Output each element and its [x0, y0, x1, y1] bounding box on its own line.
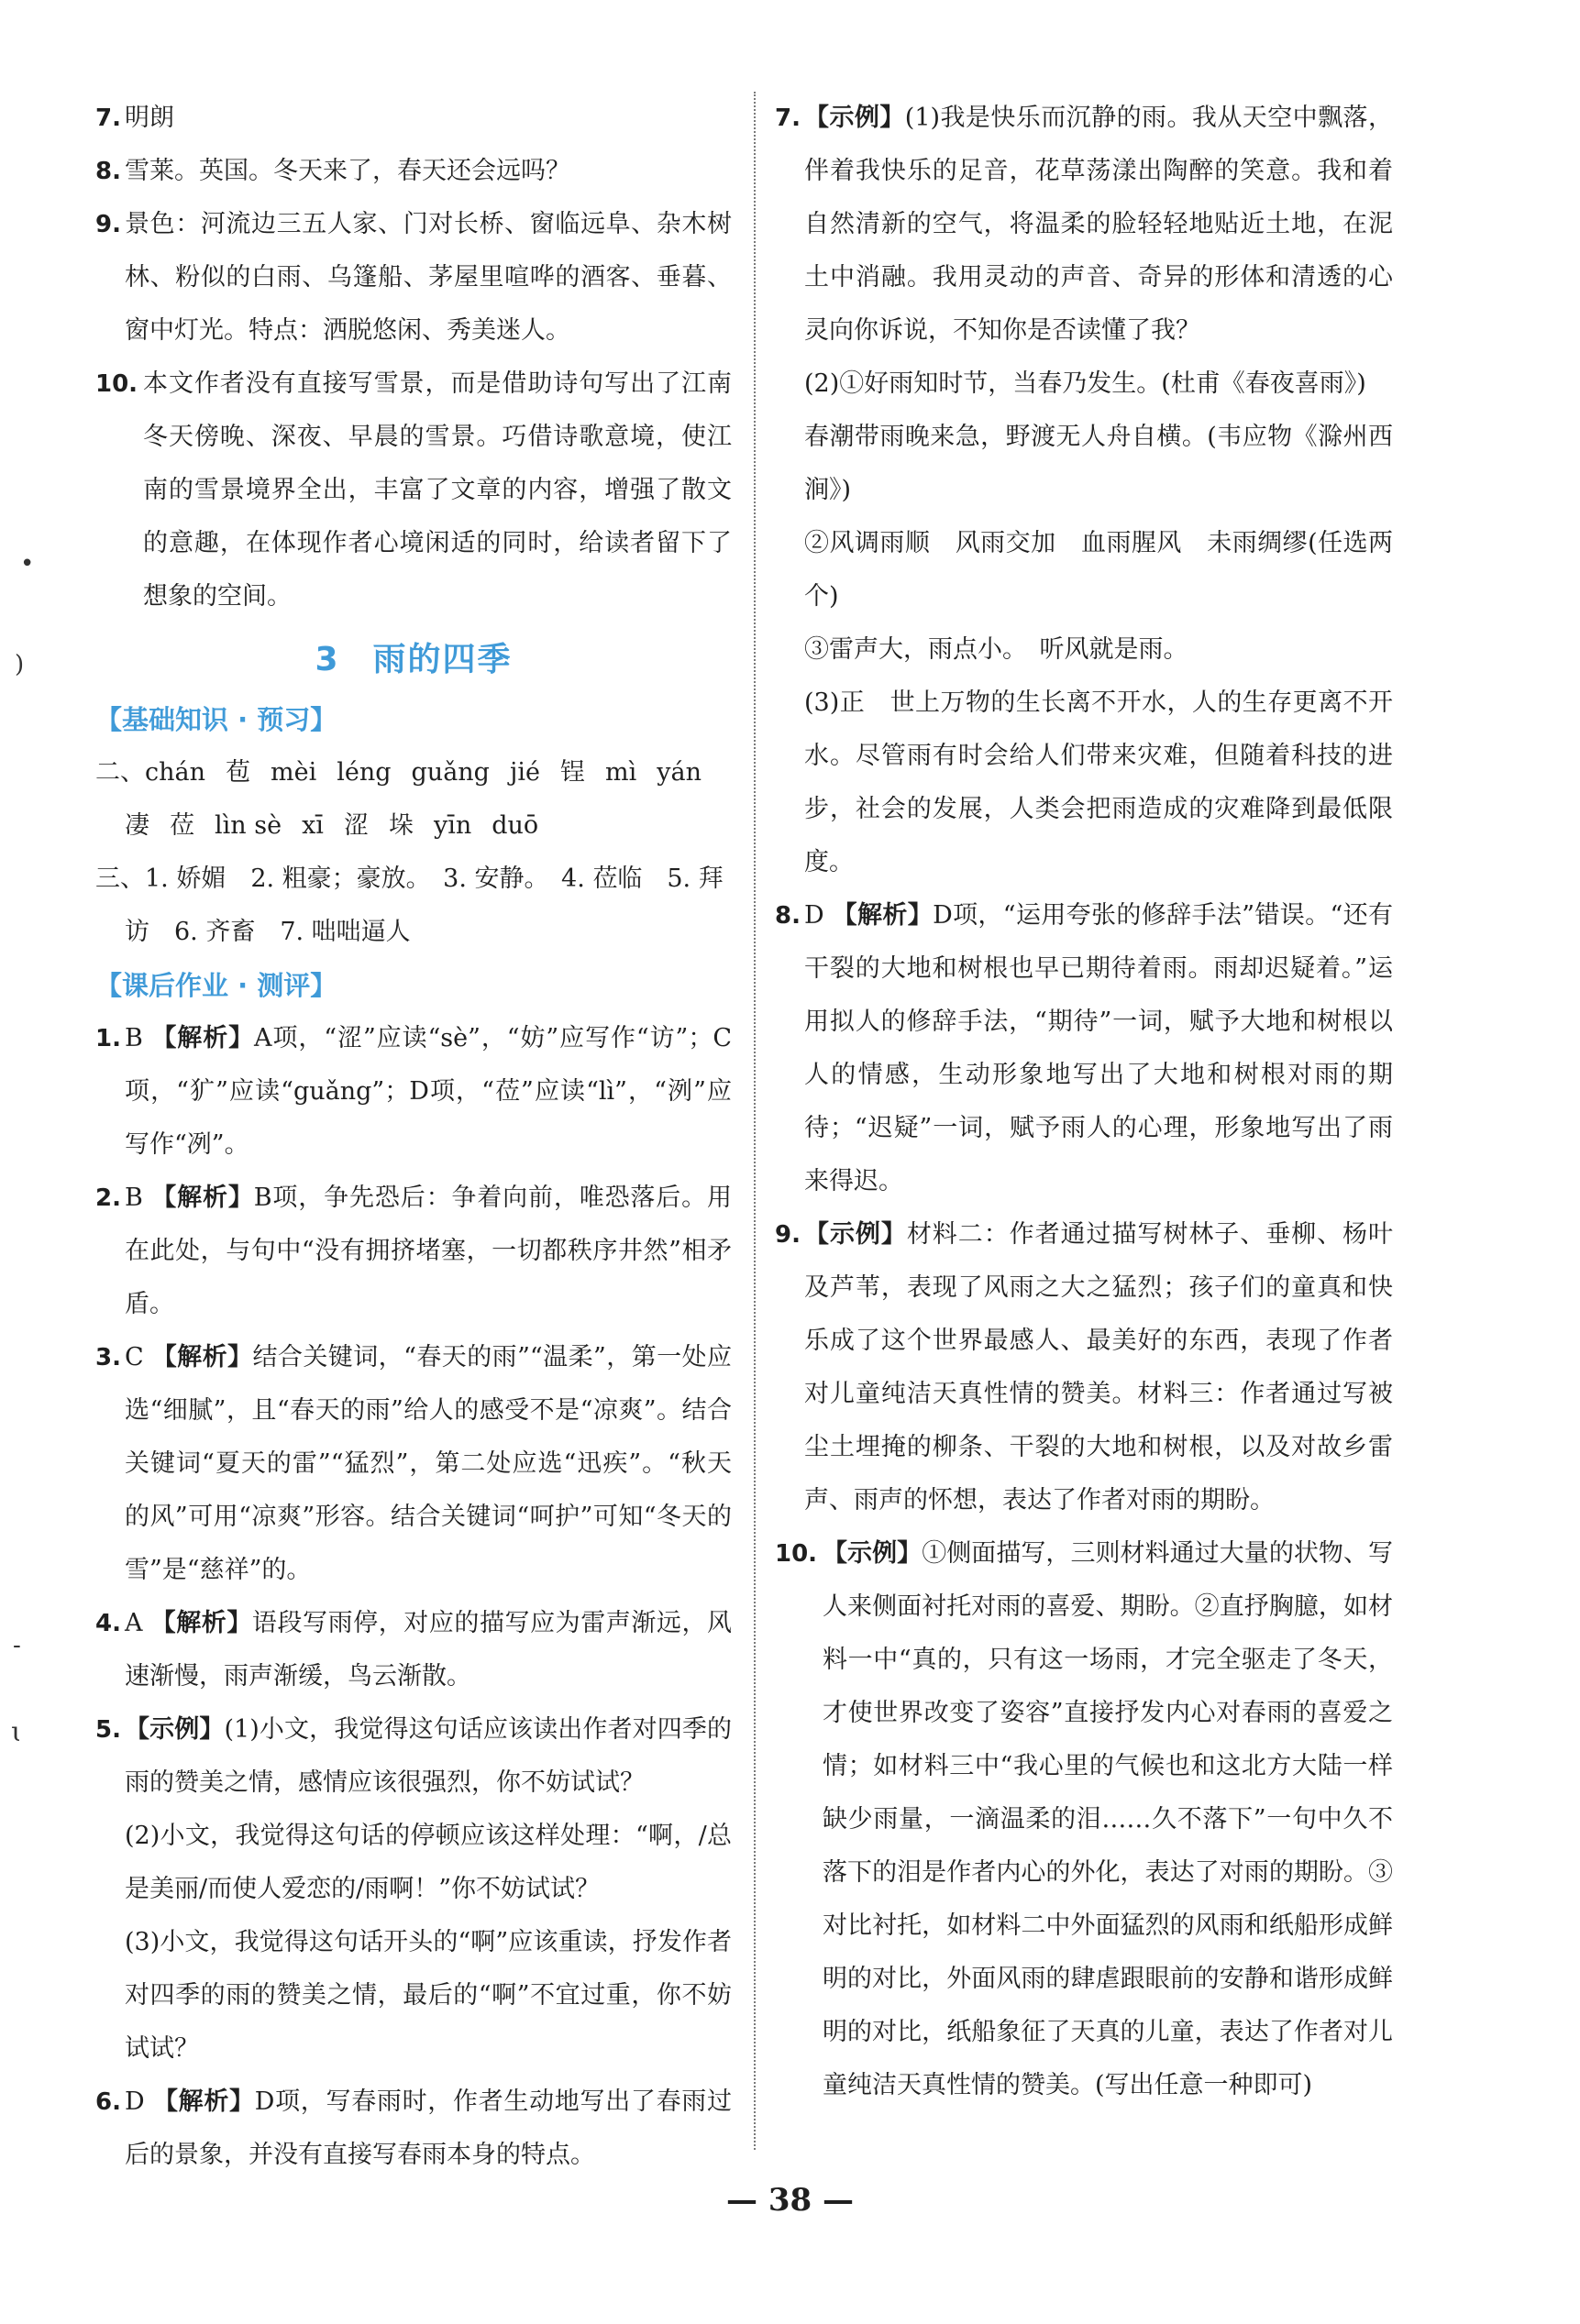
answer-paragraph: (2)小文，我觉得这句话的停顿应该这样处理：“啊，/总是美丽/而使人爱恋的/雨啊！”你不妨试试？: [125, 1822, 732, 1903]
answer-paragraph: ③雷声大，雨点小。 听风就是雨。: [804, 635, 1188, 664]
section-title: [95, 631, 732, 689]
answer-item: 5. 【示例】(1)小文，我觉得这句话应该读出作者对四季的雨的赞美之情，感情应该很强烈，你不妨试试？: [95, 1715, 733, 1797]
answer-paragraph: (2)①好雨知时节，当春乃发生。(杜甫《春夜喜雨》): [804, 369, 1366, 398]
left-column: [95, 92, 732, 2182]
answer-paragraph: ②风调雨顺 风雨交加 血雨腥风 未雨绸缪(任选两个): [804, 529, 1393, 611]
answer-item: 7. 明朗: [95, 104, 174, 132]
margin-mark: ): [15, 651, 25, 678]
margin-mark: ɩ: [11, 1716, 22, 1748]
answer-item: 7. 【示例】(1)我是快乐而沉静的雨。我从天空中飘落，伴着我快乐的足音，花草荡漾出陶醉的笑意。我和着自然清新的空气，将温柔的脸轻轻地贴近土地，在泥土中消融。我用灵动的声音、奇异的形体和清透的心灵向你诉说，不知你是否读懂了我？: [775, 104, 1394, 345]
answer-item: 2. B 【解析】B项，争先恐后：争着向前，唯恐落后。用在此处，与句中“没有拥挤堵塞，一切都秩序井然”相矛盾。: [95, 1184, 733, 1318]
pinyin-row: 二、chán 苞 mèi léng guǎng jié 锃 mì yán: [95, 758, 702, 787]
margin-mark: •: [20, 550, 35, 578]
answer-item: 8. D 【解析】D项，“运用夸张的修辞手法”错误。“还有干裂的大地和树根也早已期待着雨。雨却迟疑着。”运用拟人的修辞手法，“期待”一词，赋予大地和树根以人的情感，生动形象地写出了大地和树根对雨的期待；“迟疑”一词，赋予雨人的心理，形象地写出了雨来得迟。: [775, 901, 1393, 1195]
banner-homework: 【课后作业 · 测评】: [95, 970, 337, 1001]
right-column: [775, 92, 1393, 2112]
words-row: 访 6. 齐畜 7. 咄咄逼人: [125, 918, 411, 946]
answer-item: 9. 景色：河流边三五人家、门对长桥、窗临远阜、杂木树林、粉似的白雨、乌篷船、茅屋里喧哗的酒客、垂暮、窗中灯光。特点：洒脱悠闲、秀美迷人。: [95, 210, 732, 345]
column-divider: [754, 92, 756, 2150]
pinyin-row: 凄 莅 lìn sè xī 涩 垛 yīn duō: [125, 811, 539, 840]
margin-mark: -: [13, 1632, 21, 1659]
answer-paragraph: 春潮带雨晚来急，野渡无人舟自横。(韦应物《滁州西涧》): [804, 423, 1393, 504]
answer-paragraph: (3)正 世上万物的生长离不开水，人的生存更离不开水。尽管雨有时会给人们带来灾难，但随着科技的进步，社会的发展，人类会把雨造成的灾难降到最低限度。: [804, 688, 1393, 876]
answer-paragraph: (3)小文，我觉得这句话开头的“啊”应该重读，抒发作者对四季的雨的赞美之情，最后的“啊”不宜过重，你不妨试试？: [125, 1928, 732, 2063]
answer-item: 3. C 【解析】结合关键词，“春天的雨”“温柔”，第一处应选“细腻”，且“春天的雨”给人的感受不是“凉爽”。结合关键词“夏天的雷”“猛烈”，第二处应选“迅疾”。“秋天的风”可用“凉爽”形容。结合关键词“呵护”可知“冬天的雪”是“慈祥”的。: [95, 1343, 733, 1584]
answer-item: 4. A 【解析】语段写雨停，对应的描写应为雷声渐远，风速渐慢，雨声渐缓，鸟云渐散。: [95, 1609, 733, 1691]
words-row: 三、1. 娇媚 2. 粗豪；豪放。 3. 安静。 4. 莅临 5. 拜: [95, 865, 724, 893]
page-number: — 38 —: [726, 2182, 854, 2219]
answer-item: 10. 【示例】①侧面描写，三则材料通过大量的状物、写人来侧面衬托对雨的喜爱、期盼。②直抒胸臆，如材料一中“真的，只有这一场雨，才完全驱走了冬天，才使世界改变了姿容”直接抒发内心对春雨的喜爱之情；如材料三中“我心里的气候也和这北方大陆一样缺少雨量，一滴温柔的泪……久不落下”一句中久不落下的泪是作者内心的外化，表达了对雨的期盼。③对比衬托，如材料二中外面猛烈的风雨和纸船形成鲜明的对比，外面风雨的肆虐跟眼前的安静和谐形成鲜明的对比，纸船象征了天真的儿童，表达了作者对儿童纯洁天真性情的赞美。(写出任意一种即可): [775, 1539, 1394, 2099]
answer-item: 9. 【示例】材料二：作者通过描写树林子、垂柳、杨叶及芦苇，表现了风雨之大之猛烈；孩子们的童真和快乐成了这个世界最感人、最美好的东西，表现了作者对儿童纯洁天真性情的赞美。材料三：作者通过写被尘土埋掩的柳条、干裂的大地和树根，以及对故乡雷声、雨声的怀想，表达了作者对雨的期盼。: [775, 1220, 1394, 1514]
answer-item: 6. D 【解析】D项，写春雨时，作者生动地写出了春雨过后的景象，并没有直接写春雨本身的特点。: [95, 2087, 733, 2169]
answer-item: 10. 本文作者没有直接写雪景，而是借助诗句写出了江南冬天傍晚、深夜、早晨的雪景。巧借诗歌意境，使江南的雪景境界全出，丰富了文章的内容，增强了散文的意趣，在体现作者心境闲适的同时，给读者留下了想象的空间。: [95, 369, 732, 611]
section-name: 雨的四季: [372, 641, 513, 678]
banner-preview: 【基础知识 · 预习】: [95, 704, 337, 735]
answer-item: 1. B 【解析】A项，“涩”应读“sè”，“妨”应写作“访”；C项，“犷”应读“guǎng”；D项，“莅”应读“lì”，“洌”应写作“冽”。: [95, 1024, 733, 1159]
answer-item: 8. 雪莱。英国。冬天来了，春天还会远吗？: [95, 157, 570, 185]
section-number: 3: [315, 641, 340, 678]
